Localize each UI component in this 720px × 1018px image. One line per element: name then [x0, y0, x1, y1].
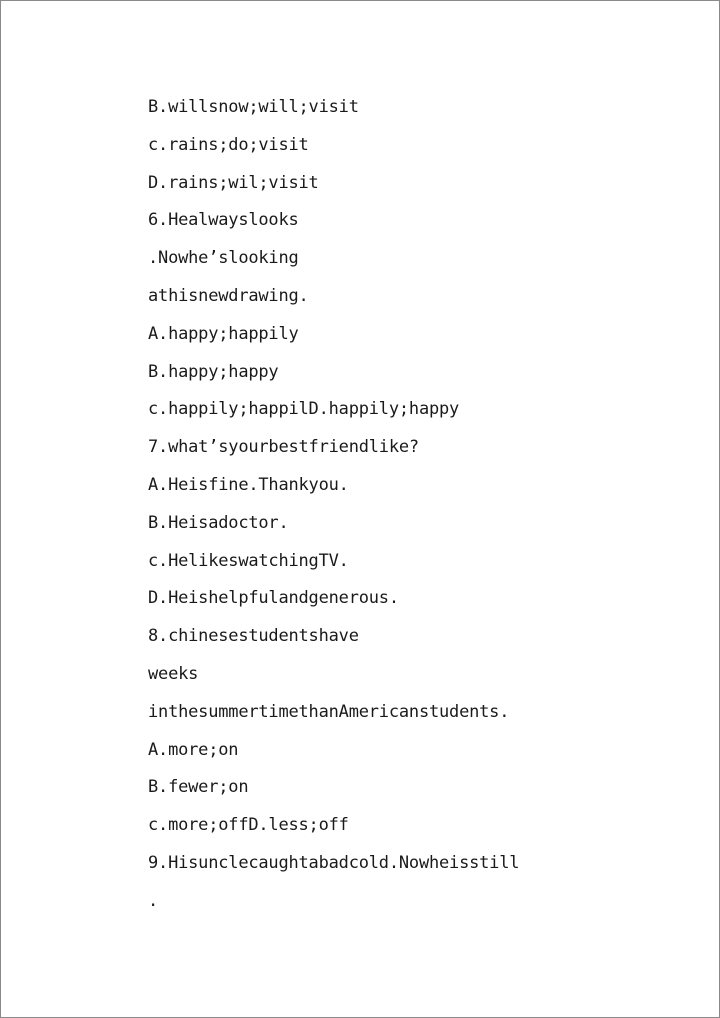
- answer-options-c-d-q8: c.more;offD.less;off: [148, 815, 349, 836]
- question-9-stem-end: .: [148, 890, 159, 911]
- answer-option-b-q6: B.happy;happy: [148, 361, 279, 382]
- answer-option-c-q7: c.HelikeswatchingTV.: [148, 550, 349, 571]
- answer-option-a-q8: A.more;on: [148, 739, 239, 760]
- answer-option-b-q5: B.willsnow;will;visit: [148, 97, 359, 117]
- question-6-stem: 6.Healwayslooks: [148, 210, 299, 231]
- answer-option-d-q7: D.Heishelpfulandgenerous.: [148, 588, 399, 609]
- question-8-stem: 8.chinesestudentshave: [148, 626, 359, 647]
- answer-option-b-q8: B.fewer;on: [148, 777, 249, 798]
- question-8-stem-end: inthesummertimethanAmericanstudents.: [148, 701, 510, 722]
- question-6-stem-continued: .Nowhe’slooking: [148, 248, 299, 269]
- question-8-stem-continued: weeks: [148, 663, 199, 684]
- question-6-stem-end: athisnewdrawing.: [148, 285, 309, 306]
- document-body: [148, 94, 519, 926]
- question-9-stem: 9.Hisunclecaughtabadcold.Nowheisstill: [148, 852, 520, 873]
- question-7-stem: 7.what’syourbestfriendlike?: [148, 437, 419, 458]
- answer-option-d-q5: D.rains;wil;visit: [148, 172, 319, 193]
- answer-option-a-q6: A.happy;happily: [148, 323, 299, 344]
- answer-option-a-q7: A.Heisfine.Thankyou.: [148, 474, 349, 495]
- answer-option-c-q5: c.rains;do;visit: [148, 134, 309, 155]
- answer-options-c-d-q6: c.happily;happilD.happily;happy: [148, 399, 460, 420]
- answer-option-b-q7: B.Heisadoctor.: [148, 512, 289, 533]
